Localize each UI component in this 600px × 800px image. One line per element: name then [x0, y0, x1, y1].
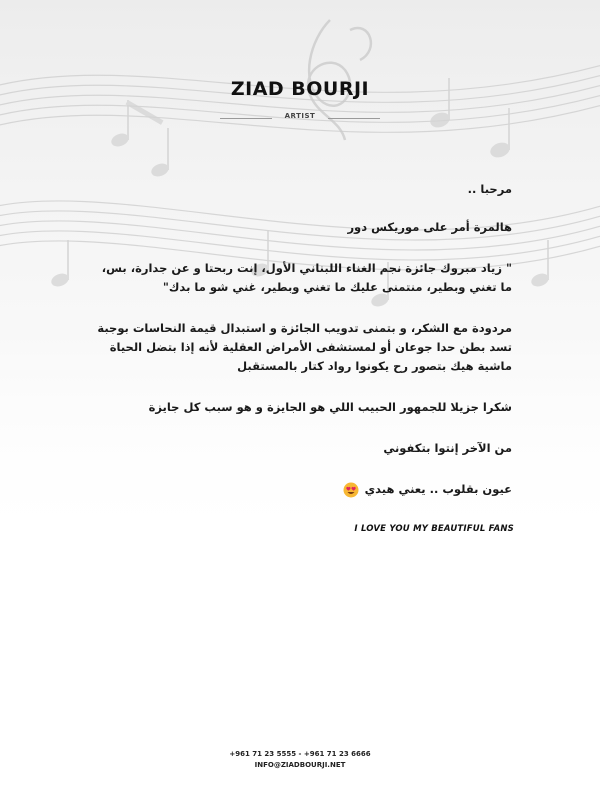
fans-signoff: I LOVE YOU MY BEAUTIFUL FANS	[354, 524, 514, 534]
host-line: هالمرة أمر على موريكس دور	[347, 220, 512, 234]
contact-footer	[0, 749, 600, 771]
reply-paragraph: مردودة مع الشكر، و بتمنى تدويب الجائزة و استبدال قيمة النحاسات بوجبة تسد بطن حدا جوعان أو لمستشفى الأمراض العقلية لأنه إذا بتضل الحياة ماشية هيك بتصور رح يكونوا رواد كتار بالمستقبل	[97, 321, 512, 373]
artist-role: ARTIST	[284, 112, 316, 120]
eyes-line-text: عيون بقلوب .. يعني هيدي	[364, 482, 512, 496]
divider-line-right	[328, 118, 380, 119]
role-divider	[220, 112, 380, 124]
closing-line: من الآخر إنتوا بتكفوني	[383, 441, 512, 455]
greeting-line: مرحبا ..	[467, 182, 512, 196]
thanks-line: شكرا جزيلا للجمهور الحبيب اللي هو الجايزة و هو سبب كل جايزة	[148, 400, 512, 414]
phone-numbers: +961 71 23 5555 - +961 71 23 6666	[229, 750, 371, 758]
letterhead	[0, 78, 600, 120]
heart-eyes-face-icon	[343, 482, 359, 498]
eyes-line	[88, 480, 512, 499]
letter-body	[88, 180, 512, 499]
quote-paragraph: " زياد مبروك جائزة نجم الغناء اللبناني الأول، إنت ربحتا و عن جدارة، بس، ما تغني وبطير، منتمنى عليك ما تغني وبطير، غني شو ما بدك"	[101, 261, 512, 294]
email-address[interactable]: INFO@ZIADBOURJI.NET	[254, 761, 346, 769]
divider-line-left	[220, 118, 272, 119]
artist-name: ZIAD BOURJI	[230, 78, 370, 100]
